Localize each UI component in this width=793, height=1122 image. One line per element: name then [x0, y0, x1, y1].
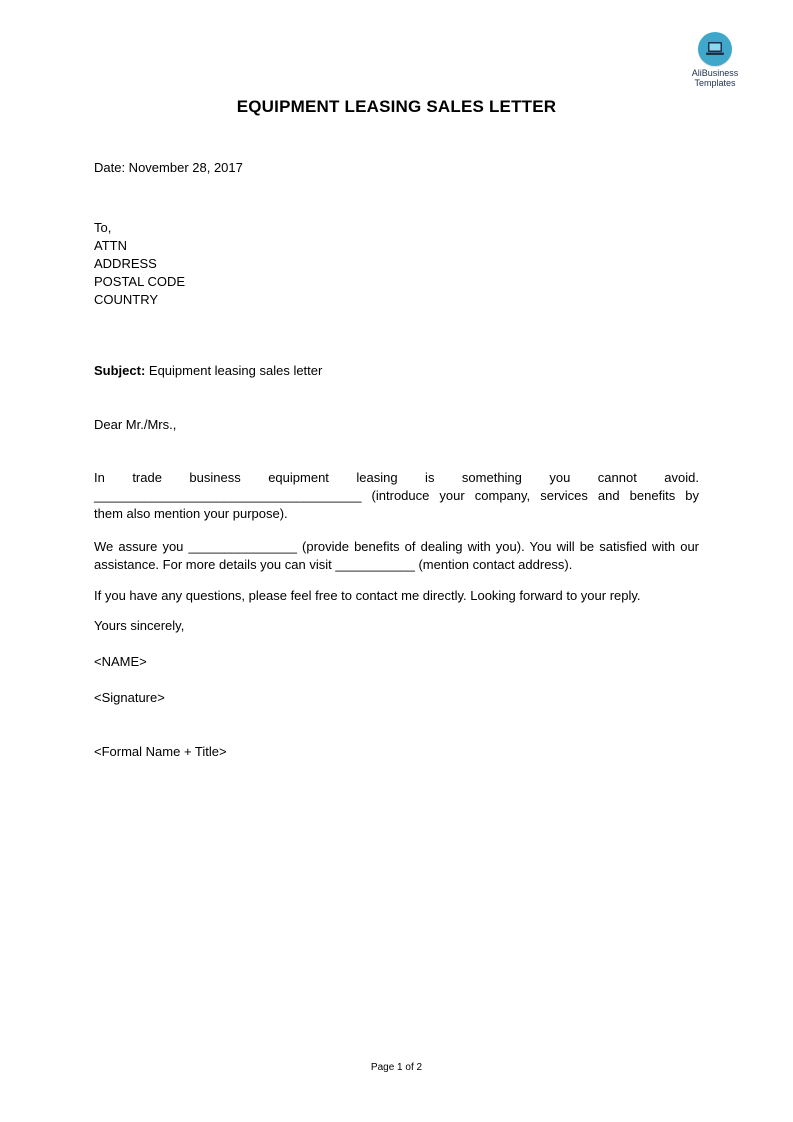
document-title: EQUIPMENT LEASING SALES LETTER — [236, 97, 557, 116]
company-logo — [682, 32, 748, 88]
recipient-address — [94, 219, 699, 309]
logo-line-2: Templates — [694, 78, 736, 88]
subject-label: Subject: — [94, 363, 146, 378]
laptop-icon — [698, 32, 732, 66]
closing: Yours sincerely, — [94, 618, 185, 633]
address-street: ADDRESS — [94, 256, 157, 271]
formal-name-title: <Formal Name + Title> — [94, 744, 227, 759]
sender-name: <NAME> — [94, 654, 147, 669]
address-postal-code: POSTAL CODE — [94, 274, 186, 289]
page-number: Page 1 of 2 — [370, 1062, 423, 1073]
paragraph-intro-line-3: them also mention your purpose). — [94, 506, 288, 521]
paragraph-intro — [94, 469, 699, 523]
address-country: COUNTRY — [94, 292, 159, 307]
paragraph-intro-line-2: _____________________________________ (introduce your company, services and benefits by — [94, 488, 699, 503]
paragraph-assurance — [94, 538, 699, 574]
subject-text: Equipment leasing sales letter — [145, 363, 323, 378]
date-line: Date: November 28, 2017 — [94, 160, 243, 175]
address-to: To, — [94, 220, 112, 235]
logo-text — [682, 68, 748, 88]
paragraph-assurance-line-1: We assure you _______________ (provide benefits of dealing with you). You will be satisfied with our — [94, 539, 699, 554]
paragraph-assurance-line-2: assistance. For more details you can visit ___________ (mention contact address). — [94, 557, 573, 572]
salutation: Dear Mr./Mrs., — [94, 417, 177, 432]
subject-line — [94, 362, 699, 380]
signature-placeholder: <Signature> — [94, 690, 165, 705]
paragraph-intro-line-1: In trade business equipment leasing is something you cannot avoid. — [94, 470, 699, 485]
address-attn: ATTN — [94, 238, 127, 253]
paragraph-contact: If you have any questions, please feel free to contact me directly. Looking forward to your reply. — [94, 588, 641, 603]
logo-line-1: AliBusiness — [691, 68, 739, 78]
